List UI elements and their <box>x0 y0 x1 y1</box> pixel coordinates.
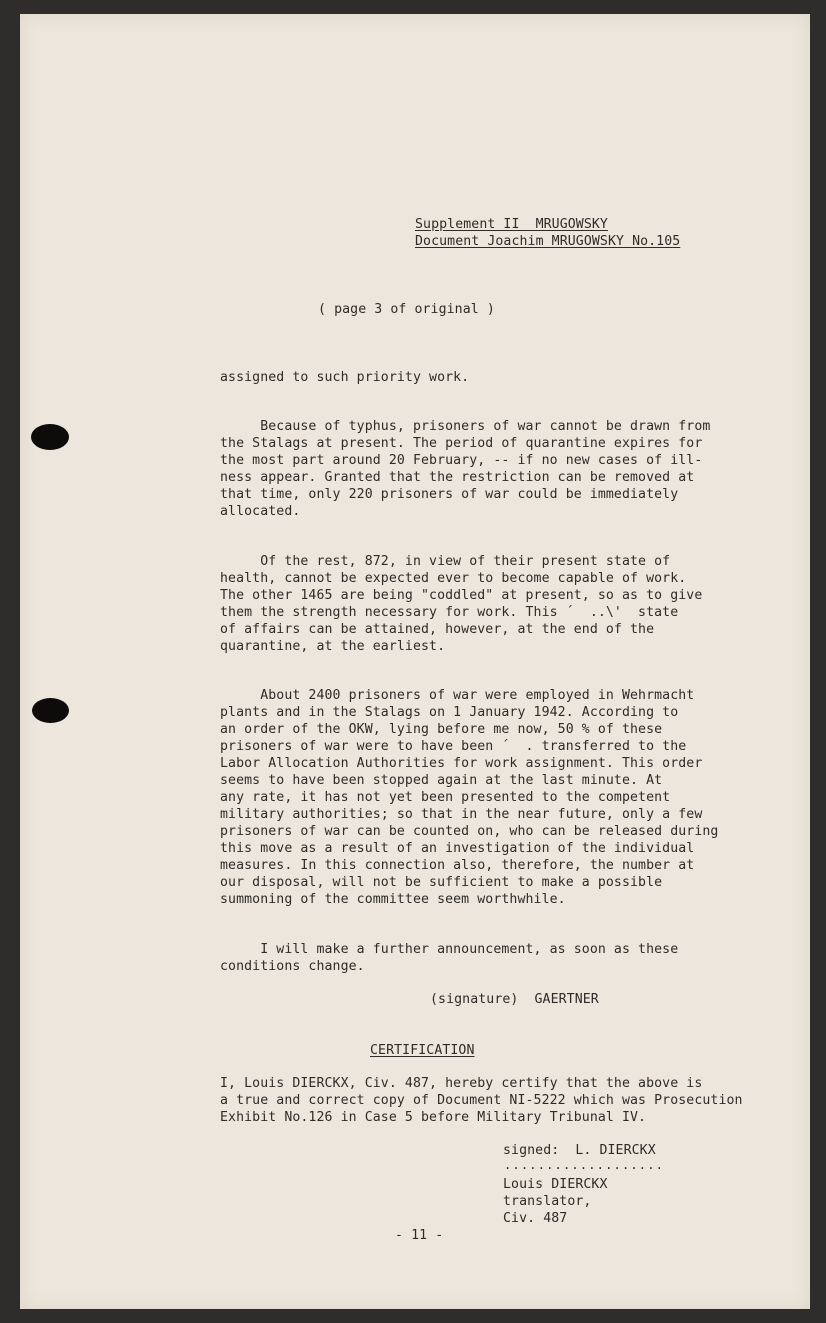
certification-heading: CERTIFICATION <box>370 1043 475 1058</box>
certification-line: a true and correct copy of Document NI-5222 which was Prosecution <box>220 1093 743 1108</box>
paragraph-line: the Stalags at present. The period of quarantine expires for <box>220 436 703 451</box>
paragraph-line: The other 1465 are being "coddled" at present, so as to give <box>220 588 703 603</box>
paragraph-line: an order of the OKW, lying before me now, 50 % of these <box>220 722 663 737</box>
paragraph-line: prisoners of war were to have been ´ . transferred to the <box>220 739 687 754</box>
punch-hole <box>32 698 69 723</box>
paragraph-line: prisoners of war can be counted on, who can be released during <box>220 824 719 839</box>
certification-line: I, Louis DIERCKX, Civ. 487, hereby certify that the above is <box>220 1076 703 1091</box>
translator-signed: signed: L. DIERCKX <box>503 1143 656 1158</box>
paragraph-line: allocated. <box>220 504 301 519</box>
paragraph-line: the most part around 20 February, -- if no new cases of ill- <box>220 453 703 468</box>
translator-civ: Civ. 487 <box>503 1211 568 1226</box>
paragraph-line: them the strength necessary for work. This ´ ..\' state <box>220 605 679 620</box>
paragraph-line: Because of typhus, prisoners of war cannot be drawn from <box>220 419 711 434</box>
paragraph-line: seems to have been stopped again at the last minute. At <box>220 773 663 788</box>
paragraph-line: Labor Allocation Authorities for work assignment. This order <box>220 756 703 771</box>
paragraph-line: military authorities; so that in the near future, only a few <box>220 807 703 822</box>
certification-line: Exhibit No.126 in Case 5 before Military Tribunal IV. <box>220 1110 647 1125</box>
paragraph-line: this move as a result of an investigation of the individual <box>220 841 695 856</box>
translator-role: translator, <box>503 1194 592 1209</box>
punch-hole <box>31 424 69 450</box>
paragraph-line: health, cannot be expected ever to become capable of work. <box>220 571 687 586</box>
paragraph-line: I will make a further announcement, as soon as these <box>220 942 679 957</box>
paragraph-line: summoning of the committee seem worthwhile. <box>220 892 566 907</box>
paragraph-line: that time, only 220 prisoners of war could be immediately <box>220 487 679 502</box>
header-document-id: Document Joachim MRUGOWSKY No.105 <box>415 234 681 249</box>
translator-name: Louis DIERCKX <box>503 1177 608 1192</box>
signature-dotted-line: ................... <box>504 1158 665 1172</box>
paragraph-line: of affairs can be attained, however, at the end of the <box>220 622 655 637</box>
opening-line: assigned to such priority work. <box>220 370 470 385</box>
paragraph-line: plants and in the Stalags on 1 January 1942. According to <box>220 705 679 720</box>
paragraph-typhus <box>220 418 760 520</box>
paragraph-line: conditions change. <box>220 959 365 974</box>
certification-text <box>220 1075 780 1126</box>
paragraph-line: any rate, it has not yet been presented to the competent <box>220 790 671 805</box>
paragraph-line: ness appear. Granted that the restriction can be removed at <box>220 470 695 485</box>
paragraph-line: quarantine, at the earliest. <box>220 639 446 654</box>
paragraph-prisoners-employed <box>220 687 760 908</box>
paragraph-line: our disposal, will not be sufficient to make a possible <box>220 875 663 890</box>
paragraph-line: measures. In this connection also, therefore, the number at <box>220 858 695 873</box>
page-note: ( page 3 of original ) <box>318 302 495 317</box>
signature-line: (signature) GAERTNER <box>430 992 599 1007</box>
header-supplement: Supplement II MRUGOWSKY <box>415 217 608 232</box>
paragraph-announcement <box>220 941 760 975</box>
paragraph-line: About 2400 prisoners of war were employed in Wehrmacht <box>220 688 695 703</box>
page-number: - 11 - <box>395 1228 444 1243</box>
paragraph-line: Of the rest, 872, in view of their present state of <box>220 554 671 569</box>
paragraph-rest <box>220 553 760 655</box>
